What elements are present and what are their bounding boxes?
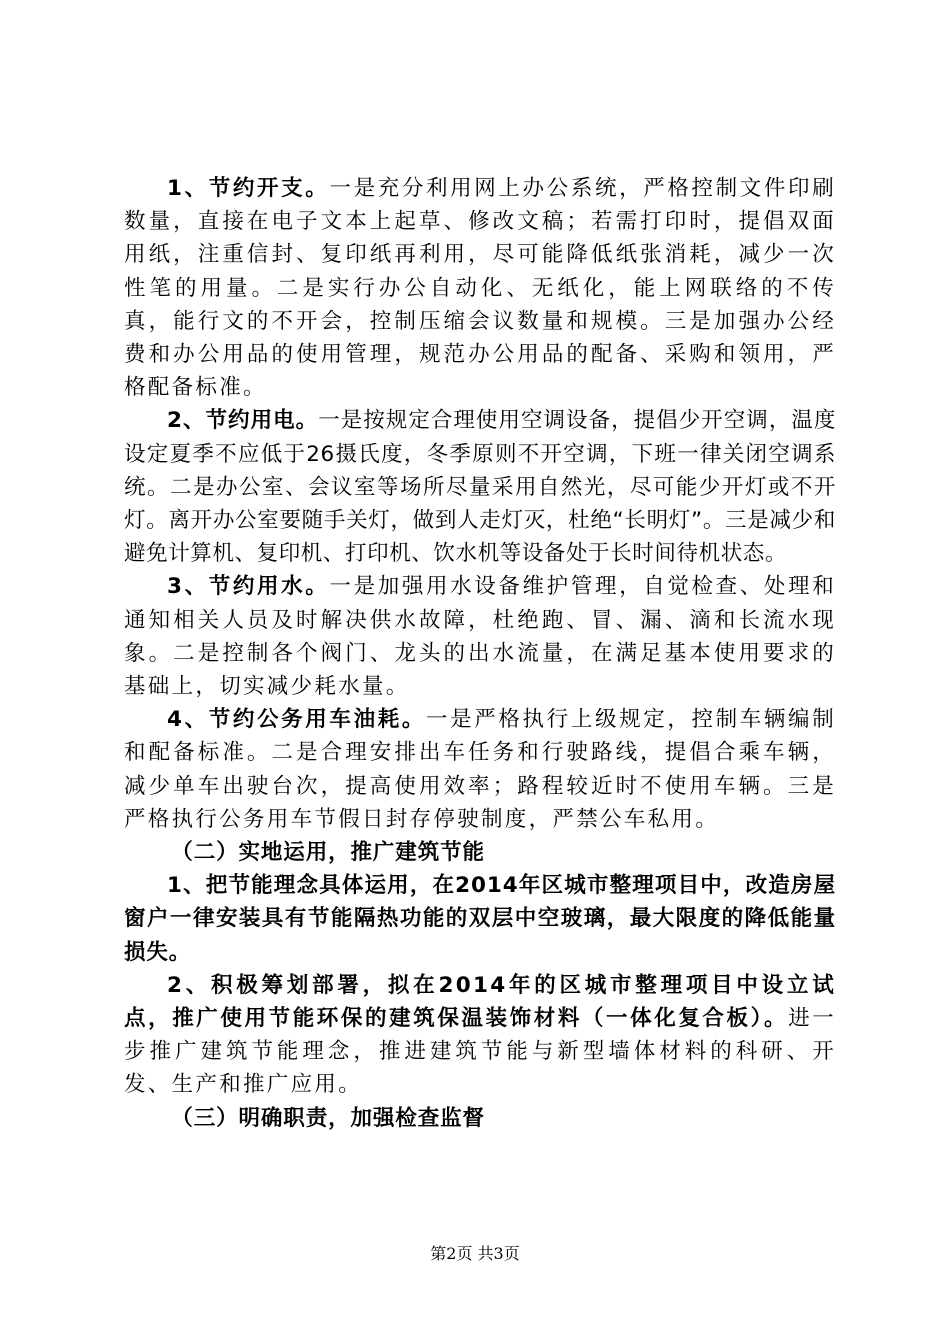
section-heading-2: （二）实地运用，推广建筑节能 xyxy=(171,840,485,866)
paragraph-save-vehicle-fuel xyxy=(124,703,836,836)
paragraph-save-expenses xyxy=(124,172,836,404)
paragraph-lead: 1、节约开支。 xyxy=(167,176,330,201)
section2-item-1: 1、把节能理念具体运用，在2014年区城市整理项目中，改造房屋窗户一律安装具有节能隔热功能的双层中空玻璃，最大限度的降低能量损失。 xyxy=(124,873,836,965)
section-heading-3: （三）明确职责，加强检查监督 xyxy=(171,1105,485,1131)
paragraph-lead: 3、节约用水。 xyxy=(167,574,330,600)
paragraph-text: 一是严格执行上级规定，控制车辆编制和配备标准。二是合理安排出车任务和行驶路线，提倡合乘车辆，减少单车出驶台次，提高使用效率；路程较近时不使用车辆。三是严格执行公务用车节假日封存停驶制度，严禁公车私用。 xyxy=(124,707,836,832)
paragraph-text: 一是加强用水设备维护管理，自觉检查、处理和通知相关人员及时解决供水故障，杜绝跑、冒、漏、滴和长流水现象。二是控制各个阀门、龙头的出水流量，在满足基本使用要求的基础上，切实减少耗水量。 xyxy=(124,574,836,700)
paragraph-lead: 4、节约公务用车油耗。 xyxy=(167,707,426,733)
section2-item-2-rest: 进一步推广建筑节能理念，推进建筑节能与新型墙体材料的科研、开发、生产和推广应用。 xyxy=(124,1006,836,1098)
paragraph-lead: 2、节约用电。 xyxy=(167,408,319,434)
paragraph-text: 一是按规定合理使用空调设备，提倡少开空调，温度设定夏季不应低于26摄氏度，冬季原则不开空调，下班一律关闭空调系统。二是办公室、会议室等场所尽量采用自然光，尽可能少开灯或不开灯。离开办公室要随手关灯，做到人走灯灭，杜绝“长明灯”。三是减少和避免计算机、复印机、打印机、饮水机等设备处于长时间待机状态。 xyxy=(124,408,836,567)
paragraph-save-water xyxy=(124,570,836,703)
paragraph-text: 一是充分利用网上办公系统，严格控制文件印刷数量，直接在电子文本上起草、修改文稿；若需打印时，提倡双面用纸，注重信封、复印纸再利用，尽可能降低纸张消耗，减少一次性笔的用量。二是实行办公自动化、无纸化，能上网联络的不传真，能行文的不开会，控制压缩会议数量和规模。三是加强办公经费和办公用品的使用管理，规范办公用品的配备、采购和领用，严格配备标准。 xyxy=(124,176,836,401)
section2-item-2-bold: 2、积极筹划部署，拟在2014年的区城市整理项目中设立试点，推广使用节能环保的建筑保温装饰材料（一体化复合板）。 xyxy=(124,972,836,1032)
page-number-footer: 第2页 共3页 xyxy=(430,1244,520,1263)
section2-item-2 xyxy=(124,969,836,1102)
paragraph-save-electricity xyxy=(124,404,836,570)
document-body xyxy=(124,172,836,1135)
